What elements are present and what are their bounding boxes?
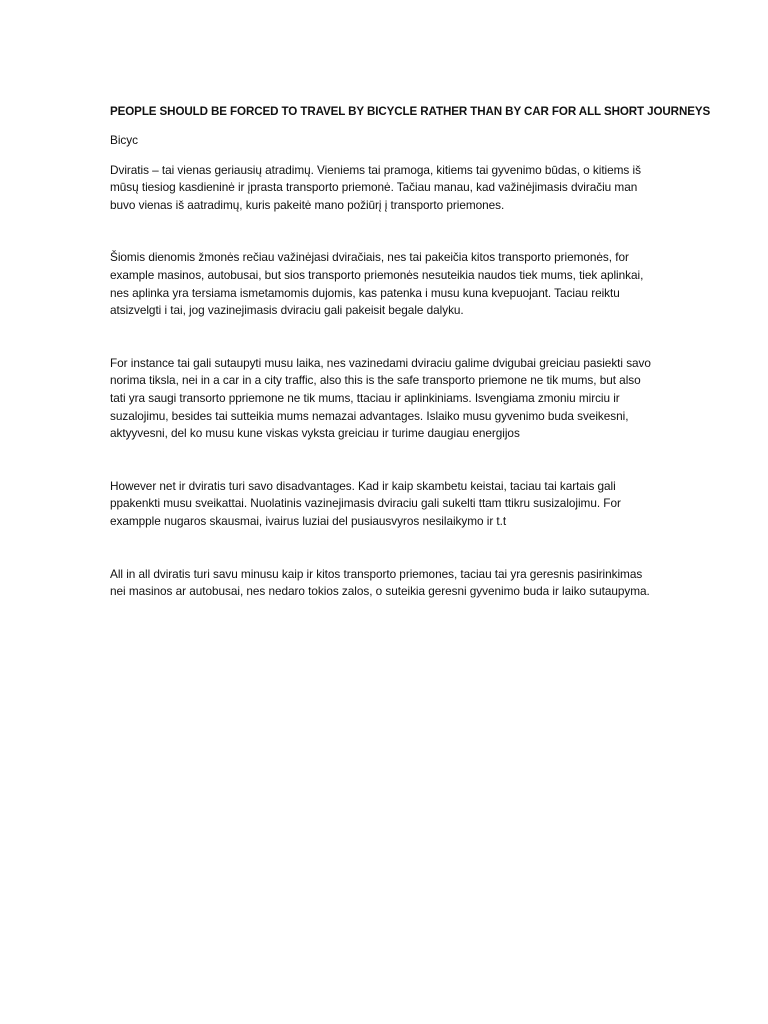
paragraph-3: For instance tai gali sutaupyti musu laika, nes vazinedami dviraciu galime dvigubai greiciau pasiekti savo norima tiksla, nei in a car in a city traffic, also this is the safe transporto priemone ne tik mums, but also tati yra saugi transorto ppriemone ne tik mums, ttaciau ir aplinkiniams. Isvengiama zmoniu mirciu ir suzalojimu, besides tai sutteikia mums nemazai advantages. Islaiko musu gyvenimo buda sveikesni, aktyyvesni, del ko musu kune viskas vyksta greiciau ir turime daugiau energijos xyxy=(110,355,651,441)
document-body xyxy=(110,103,711,601)
document-title: PEOPLE SHOULD BE FORCED TO TRAVEL BY BICYCLE RATHER THAN BY CAR FOR ALL SHORT JOURNEYS xyxy=(110,105,711,118)
spacer xyxy=(110,214,658,249)
paragraph-5: All in all dviratis turi savu minusu kaip ir kitos transporto priemones, taciau tai yra geresnis pasirinkimas nei masinos ar autobusai, nes nedaro tokios zalos, o suteikia geresni gyvenimo buda ir laiko sutaupyma. xyxy=(110,566,650,599)
spacer xyxy=(110,531,658,566)
spacer xyxy=(110,443,658,478)
paragraph-4: However net ir dviratis turi savo disadvantages. Kad ir kaip skambetu keistai, taciau tai kartais gali ppakenkti musu sveikattai. Nuolatinis vazinejimasis dviraciu gali sukelti ttam ttikru susizalojimu. For exampple nugaros skausmai, ivairus luziai del pusiausvyros nesilaikymo ir t.t xyxy=(110,478,621,528)
spacer xyxy=(110,320,658,355)
paragraph-1: Dviratis – tai vienas geriausių atradimų. Vieniems tai pramoga, kitiems tai gyvenimo būdas, o kitiems iš mūsų tiesiog kasdieninė ir įprasta transporto priemonė. Tačiau manau, kad važinėjimasis dviračiu man buvo vienas iš aatradimų, kuris pakeitė mano požiūrį į transporto priemones. xyxy=(110,162,641,212)
spacer xyxy=(110,150,658,162)
paragraph-2: Šiomis dienomis žmonės rečiau važinėjasi dviračiais, nes tai pakeičia kitos transporto priemonės, for example masinos, autobusai, but sios transporto priemonės nesuteikia naudos tiek mums, tiek aplinkai, nes aplinka yra tersiama ismetamomis dujomis, kas patenka i musu kuna kvepuojant. Taciau reiktu atsizvelgti i tai, jog vazinejimasis dviraciu gali pakeisit begale dalyku. xyxy=(110,250,644,318)
document-subtitle: Bicyc xyxy=(110,133,138,147)
